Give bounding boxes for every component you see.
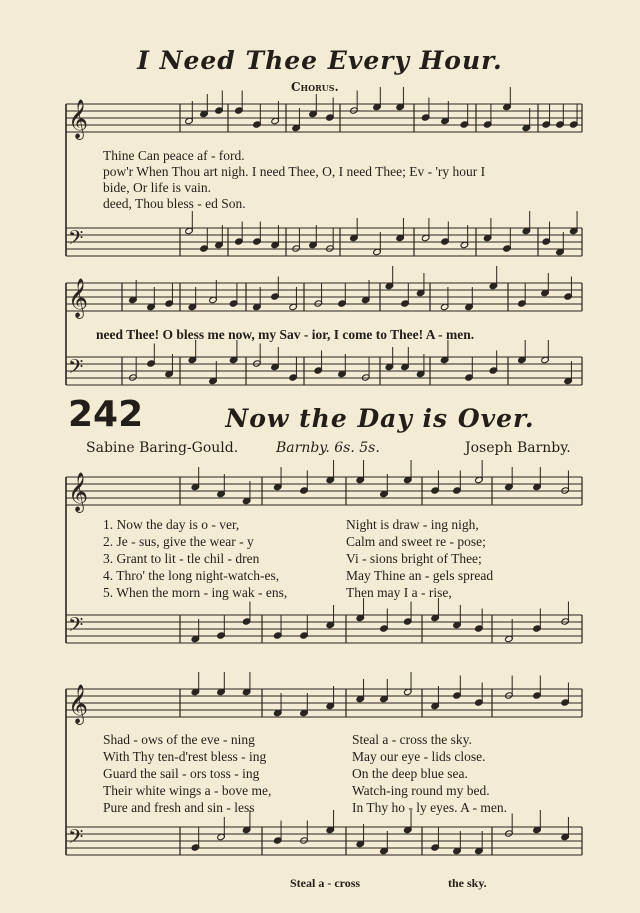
verse-line: Calm and sweet re - pose; — [346, 534, 486, 549]
bass-lyric: Steal a - cross — [290, 876, 361, 890]
music-system-3 — [0, 455, 640, 680]
verse-line: Their white wings a - bove me, — [103, 783, 272, 798]
verse-line: Watch-ing round my bed. — [352, 783, 490, 798]
bass-clef-icon: 𝄢 — [68, 613, 84, 641]
verse-line: May our eye - lids close. — [352, 749, 486, 764]
chorus-label: Chorus. — [291, 80, 339, 94]
verse-line: Vi - sions bright of Thee; — [346, 551, 482, 566]
verse-line: In Thy ho - ly eyes. A - men. — [352, 800, 507, 815]
verse-line: Guard the sail - ors toss - ing — [103, 766, 260, 781]
bass-clef-icon: 𝄢 — [68, 226, 84, 254]
verse-line: May Thine an - gels spread — [346, 568, 494, 583]
lyric-line: need Thee! O bless me now, my Sav - ior, I come to Thee! A - men. — [96, 327, 475, 342]
verse-line: Shad - ows of the eve - ning — [103, 732, 255, 747]
lyric-line: deed, Thou bless - ed Son. — [103, 196, 246, 211]
lyric-line: Thine Can peace af - ford. — [103, 148, 245, 163]
composer: Joseph Barnby. — [465, 440, 571, 456]
bass-clef-icon: 𝄢 — [68, 825, 84, 853]
verse-line: 4. Thro' the long night-watch-es, — [103, 568, 280, 583]
verse-line: Pure and fresh and sin - less — [103, 800, 255, 815]
treble-clef-icon: 𝄞 — [68, 99, 89, 139]
verse-line: Then may I a - rise, — [346, 585, 452, 600]
verse-line: 1. Now the day is o - ver, — [103, 517, 240, 532]
lyric-line: bide, Or life is vain. — [103, 180, 211, 195]
lyric-line: pow'r When Thou art nigh. I need Thee, O, I need Thee; Ev - 'ry hour I — [103, 164, 486, 179]
hymn-number: 242 — [68, 394, 144, 435]
bass-lyric: the sky. — [448, 876, 487, 890]
treble-clef-icon: 𝄞 — [68, 684, 89, 724]
treble-clef-icon: 𝄞 — [68, 472, 89, 512]
author: Sabine Baring-Gould. — [86, 440, 239, 456]
music-system-4 — [0, 675, 640, 900]
verse-line: 3. Grant to lit - tle chil - dren — [103, 551, 260, 566]
hymn-title: I Need Thee Every Hour. — [137, 46, 503, 75]
verse-line: 2. Je - sus, give the wear - y — [103, 534, 254, 549]
music-system-1 — [0, 90, 640, 270]
verse-line: With Thy ten-d'rest bless - ing — [103, 749, 267, 764]
tune-name: Barnby. 6s. 5s. — [276, 440, 380, 456]
verse-line: Night is draw - ing nigh, — [346, 517, 479, 532]
bass-clef-icon: 𝄢 — [68, 355, 84, 383]
hymn-title: Now the Day is Over. — [225, 404, 535, 433]
verse-line: On the deep blue sea. — [352, 766, 468, 781]
verse-line: 5. When the morn - ing wak - ens, — [103, 585, 288, 600]
verse-line: Steal a - cross the sky. — [352, 732, 472, 747]
treble-clef-icon: 𝄞 — [68, 278, 89, 318]
